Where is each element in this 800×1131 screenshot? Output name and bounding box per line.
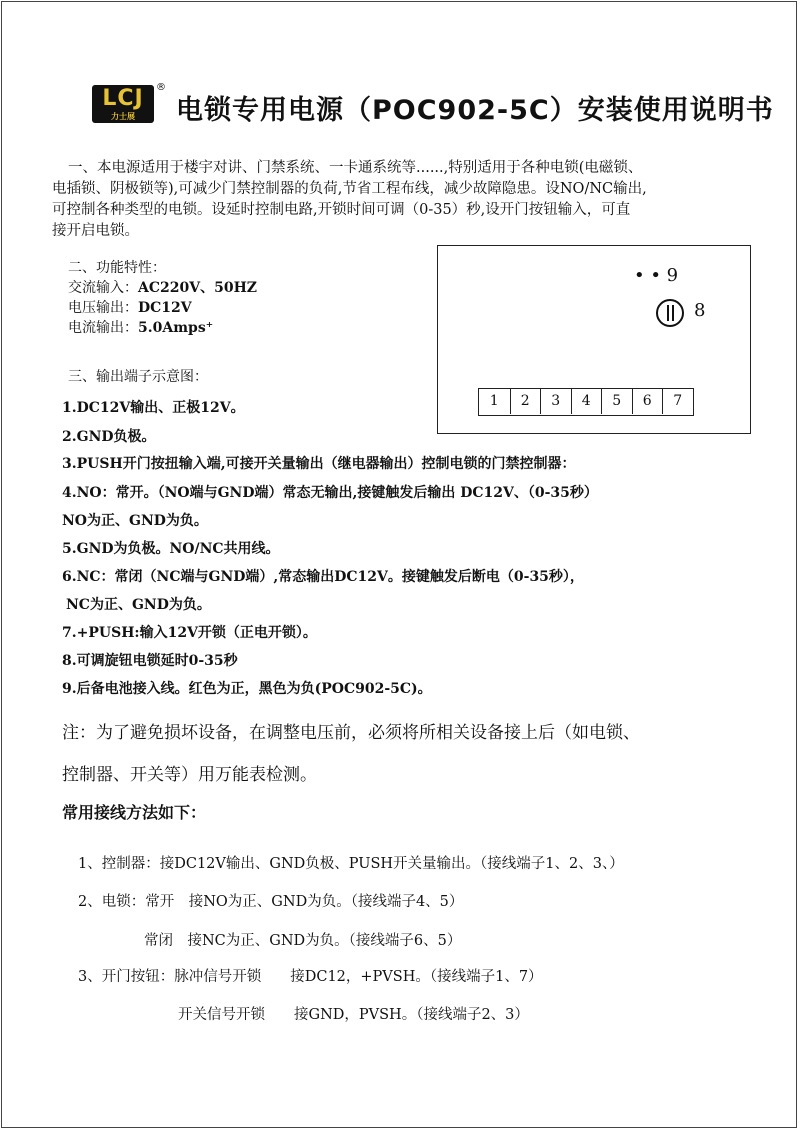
wiring-line-lock-nc: 常闭 接NC为正、GND为负。（接线端子6、5） [144, 933, 462, 949]
terminal-line-7: 7.+PUSH:输入12V开锁（正电开锁）。 [62, 625, 317, 641]
feature-current-output [68, 318, 213, 338]
terminal-line-4-polarity: NO为正、GND为负。 [62, 513, 208, 529]
terminal-6: 6 [632, 389, 663, 414]
wiring-line-controller: 1、控制器：接DC12V输出、GND负极、PUSH开关量输出。（接线端子1、2、3、） [78, 856, 624, 872]
feature-ac-input [68, 278, 257, 298]
intro-line-4: 接开启电锁。 [52, 223, 139, 239]
features-heading: 二、功能特性： [68, 260, 166, 276]
terminal-line-6: 6.NC：常闭（NC端与GND端）,常态输出DC12V。接键触发后断电（0-35秒）， [62, 569, 584, 585]
intro-line-3: 可控制各种类型的电锁。设延时控制电路,开锁时间可调（0-35）秒,设开门按钮输入，可直 [52, 202, 631, 218]
logo-mark: LCJ [102, 86, 144, 111]
terminal-3: 3 [540, 389, 571, 414]
terminal-4: 4 [571, 389, 602, 414]
terminal-diagram [437, 245, 751, 434]
registered-mark: ® [156, 82, 166, 93]
terminals-heading: 三、输出端子示意图： [68, 369, 208, 385]
terminal-line-2: 2.GND负极。 [62, 429, 156, 445]
terminal-5: 5 [601, 389, 632, 414]
delay-knob-icon [656, 299, 684, 327]
wiring-line-button-switch: 开关信号开锁 接GND，PVSH。（接线端子2、3） [178, 1007, 529, 1023]
terminal-line-1: 1.DC12V输出、正极12V。 [62, 400, 245, 416]
feature-ac-label: 交流输入： [68, 280, 138, 296]
wiring-heading: 常用接线方法如下： [62, 803, 207, 822]
feature-ac-value: AC220V、50HZ [138, 280, 258, 296]
document-title: 电锁专用电源（POC902-5C）安装使用说明书 [176, 95, 774, 126]
intro-line-2: 电插锁、阴极锁等),可减少门禁控制器的负荷,节省工程布线，减少故障隐患。设NO/NC输出, [52, 181, 647, 197]
terminal-line-6-polarity: NC为正、GND为负。 [66, 597, 211, 613]
logo-subtitle: 力士展 [111, 112, 135, 121]
brand-logo [92, 85, 154, 123]
terminal-line-8: 8.可调旋钮电锁延时0-35秒 [62, 653, 238, 669]
intro-line-1: 一、本电源适用于楼宇对讲、门禁系统、一卡通系统等......,特别适用于各种电锁(电磁锁、 [68, 160, 643, 176]
terminal-7: 7 [662, 389, 693, 414]
wiring-line-button-pulse: 3、开门按钮：脉冲信号开锁 接DC12，+PVSH。（接线端子1、7） [78, 969, 543, 985]
note-line-2: 控制器、开关等）用万能表检测。 [62, 765, 317, 785]
terminal-1: 1 [489, 393, 499, 409]
feature-dc-output [68, 298, 192, 318]
terminal-line-5: 5.GND为负极。NO/NC共用线。 [62, 541, 280, 557]
feature-dc-label: 电压输出： [68, 300, 138, 316]
terminal-line-9: 9.后备电池接入线。红色为正，黑色为负(POC902-5C)。 [62, 681, 432, 697]
feature-current-label: 电流输出： [68, 320, 138, 336]
terminal-block [478, 388, 694, 416]
knob-label-8: 8 [694, 300, 706, 321]
feature-current-value: 5.0Amps⁺ [138, 320, 214, 336]
terminal-line-4: 4.NO：常开。（NO端与GND端）常态无输出,接键触发后输出 DC12V、（0-35秒） [62, 485, 598, 501]
wiring-line-lock-no: 2、电锁：常开 接NO为正、GND为负。（接线端子4、5） [78, 894, 464, 910]
note-line-1: 注：为了避免损坏设备，在调整电压前，必须将所相关设备接上后（如电锁、 [62, 723, 640, 743]
battery-lead-label-9: • • 9 [634, 265, 679, 286]
terminal-2: 2 [510, 389, 541, 414]
terminal-line-3: 3.PUSH开门按扭输入端,可接开关量输出（继电器输出）控制电锁的门禁控制器： [62, 456, 576, 472]
feature-dc-value: DC12V [138, 300, 192, 316]
